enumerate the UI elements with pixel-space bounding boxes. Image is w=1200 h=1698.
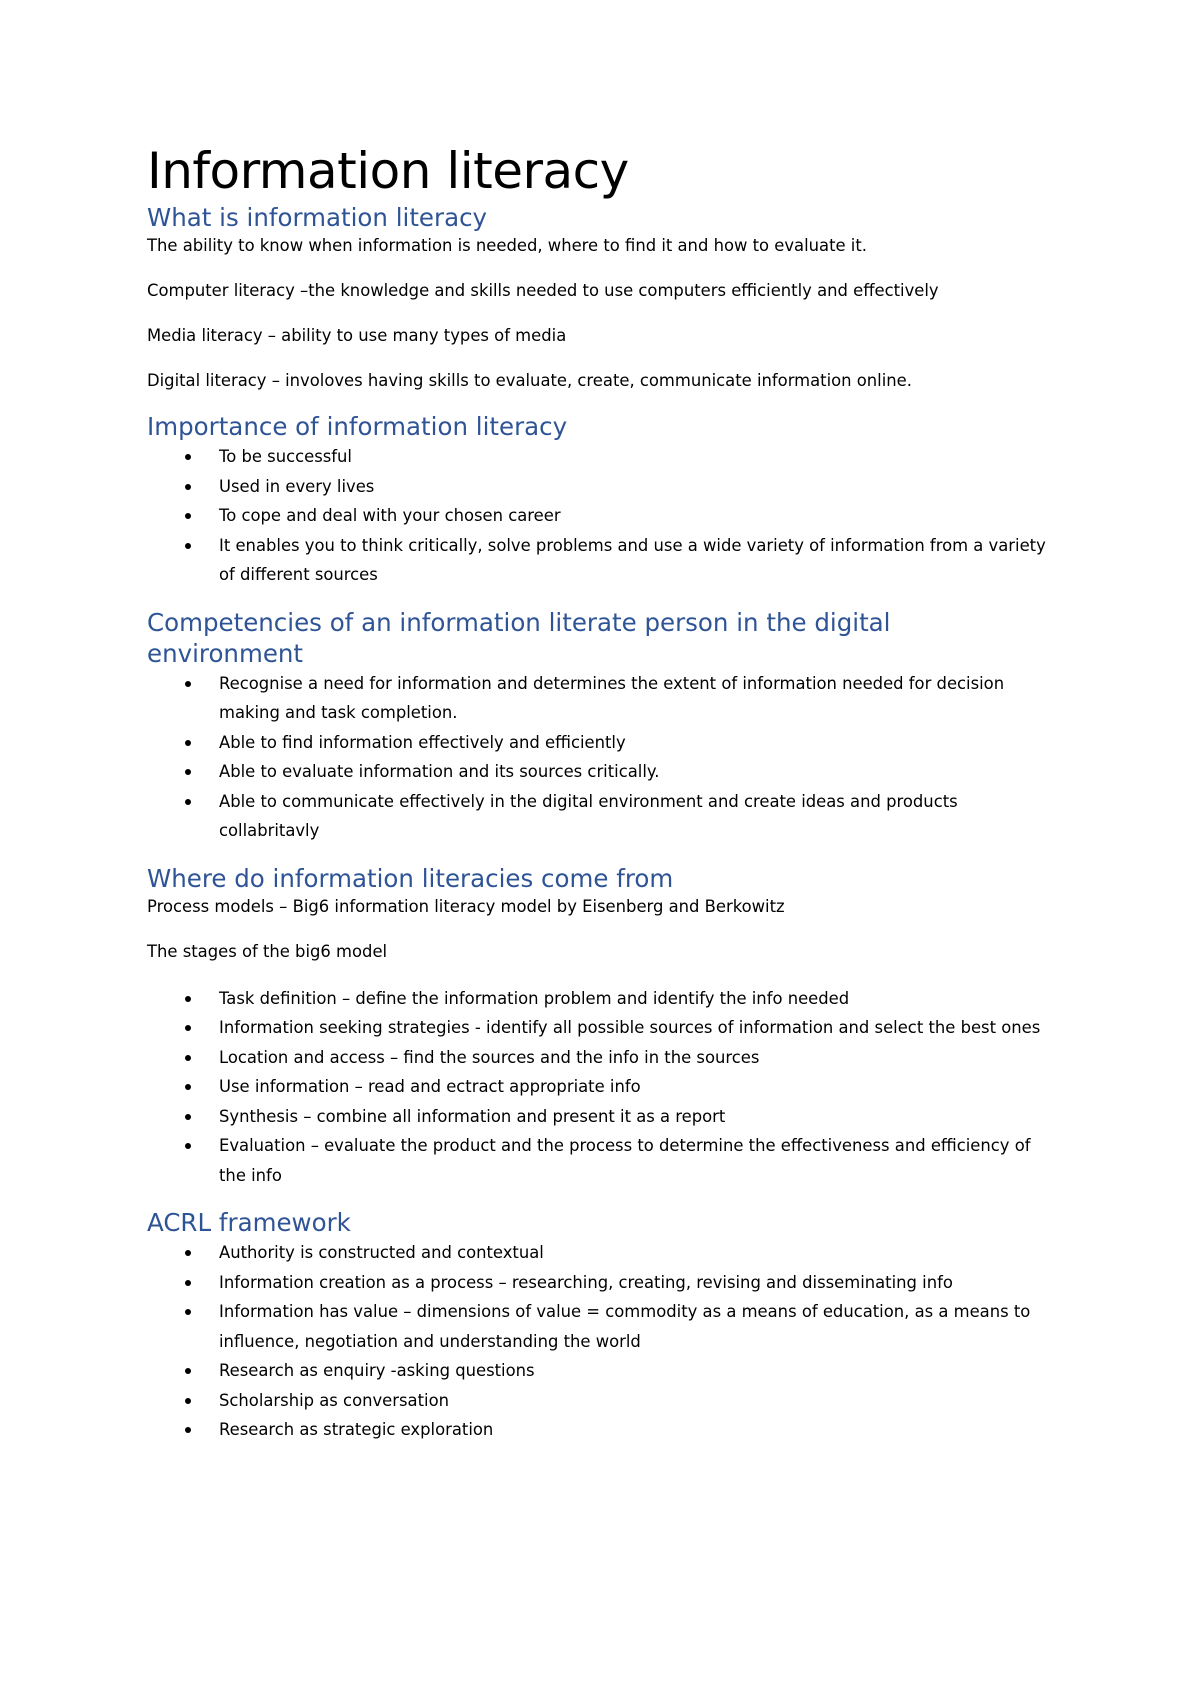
list-item-text: To be successful xyxy=(219,447,352,466)
list-item xyxy=(147,1415,1050,1445)
list-item xyxy=(147,1131,1050,1190)
bullet-icon xyxy=(185,799,191,805)
heading-competencies: Competencies of an information literate person in the digital environment xyxy=(147,607,891,668)
heading-what-is-information-literacy: What is information literacy xyxy=(147,203,488,232)
list-item xyxy=(147,472,1050,502)
bullet-icon xyxy=(185,1025,191,1031)
list-item-text: Authority is constructed and contextual xyxy=(219,1243,544,1262)
big6-stages-list xyxy=(147,984,1050,1191)
paragraph-definition: The ability to know when information is needed, where to find it and how to evaluate it. xyxy=(147,236,867,255)
importance-list xyxy=(147,442,1050,590)
list-item xyxy=(147,531,1050,590)
list-item-text: Research as enquiry -asking questions xyxy=(219,1361,535,1380)
list-item xyxy=(147,501,1050,531)
list-item xyxy=(147,1072,1050,1102)
bullet-icon xyxy=(185,1084,191,1090)
acrl-framework-list xyxy=(147,1238,1050,1445)
paragraph-big6-stages: The stages of the big6 model xyxy=(147,941,388,961)
bullet-icon xyxy=(185,1250,191,1256)
list-item-text: To cope and deal with your chosen career xyxy=(219,506,561,525)
list-item-text: Evaluation – evaluate the product and the process to determine the effectiveness and efficiency of the info xyxy=(219,1136,1031,1185)
list-item xyxy=(147,1356,1050,1386)
list-item xyxy=(147,1013,1050,1043)
list-item-text: Research as strategic exploration xyxy=(219,1420,494,1439)
bullet-icon xyxy=(185,1114,191,1120)
list-item xyxy=(147,1268,1050,1298)
list-item-text: Used in every lives xyxy=(219,476,375,496)
bullet-icon xyxy=(185,454,191,460)
bullet-icon xyxy=(185,1309,191,1315)
list-item-text: Recognise a need for information and determines the extent of information needed for decision making and task completion. xyxy=(219,673,1005,722)
list-item xyxy=(147,984,1050,1014)
list-item-text: Scholarship as conversation xyxy=(219,1390,449,1410)
list-item xyxy=(147,1102,1050,1132)
bullet-icon xyxy=(185,1427,191,1433)
bullet-icon xyxy=(185,681,191,687)
paragraph-computer-literacy: Computer literacy –the knowledge and skills needed to use computers efficiently and effectively xyxy=(147,281,939,300)
list-item xyxy=(147,757,1050,787)
list-item xyxy=(147,1043,1050,1073)
paragraph-digital-literacy: Digital literacy – involoves having skills to evaluate, create, communicate information online. xyxy=(147,371,912,390)
document-title: Information literacy xyxy=(147,142,629,200)
heading-acrl-framework: ACRL framework xyxy=(147,1208,351,1237)
list-item xyxy=(147,787,1050,846)
bullet-icon xyxy=(185,484,191,490)
list-item xyxy=(147,1297,1050,1356)
list-item-text: Able to find information effectively and efficiently xyxy=(219,732,626,752)
bullet-icon xyxy=(185,1280,191,1286)
competencies-list xyxy=(147,669,1050,846)
list-item-text: It enables you to think critically, solve problems and use a wide variety of information from a variety of different sources xyxy=(219,535,1046,584)
bullet-icon xyxy=(185,996,191,1002)
list-item-text: Location and access – find the sources and the info in the sources xyxy=(219,1047,760,1067)
bullet-icon xyxy=(185,769,191,775)
paragraph-process-models: Process models – Big6 information literacy model by Eisenberg and Berkowitz xyxy=(147,896,785,916)
bullet-icon xyxy=(185,1143,191,1149)
bullet-icon xyxy=(185,543,191,549)
list-item-text: Information seeking strategies - identify all possible sources of information and select the best ones xyxy=(219,1018,1041,1037)
list-item-text: Information creation as a process – researching, creating, revising and disseminating info xyxy=(219,1272,953,1292)
bullet-icon xyxy=(185,740,191,746)
bullet-icon xyxy=(185,513,191,519)
list-item xyxy=(147,442,1050,472)
list-item xyxy=(147,1238,1050,1268)
list-item-text: Information has value – dimensions of value = commodity as a means of education, as a means to influence, negotiation and understanding the world xyxy=(219,1302,1031,1351)
list-item-text: Able to communicate effectively in the digital environment and create ideas and products collabritavly xyxy=(219,791,958,840)
bullet-icon xyxy=(185,1055,191,1061)
list-item xyxy=(147,1386,1050,1416)
list-item-text: Use information – read and ectract appropriate info xyxy=(219,1077,641,1096)
list-item xyxy=(147,728,1050,758)
paragraph-media-literacy: Media literacy – ability to use many types of media xyxy=(147,326,567,345)
list-item-text: Able to evaluate information and its sources critically. xyxy=(219,762,660,781)
heading-where-do-literacies-come-from: Where do information literacies come from xyxy=(147,863,674,893)
list-item-text: Task definition – define the information problem and identify the info needed xyxy=(219,988,850,1008)
list-item-text: Synthesis – combine all information and present it as a report xyxy=(219,1106,726,1126)
list-item xyxy=(147,669,1050,728)
heading-importance: Importance of information literacy xyxy=(147,412,568,441)
bullet-icon xyxy=(185,1368,191,1374)
bullet-icon xyxy=(185,1398,191,1404)
